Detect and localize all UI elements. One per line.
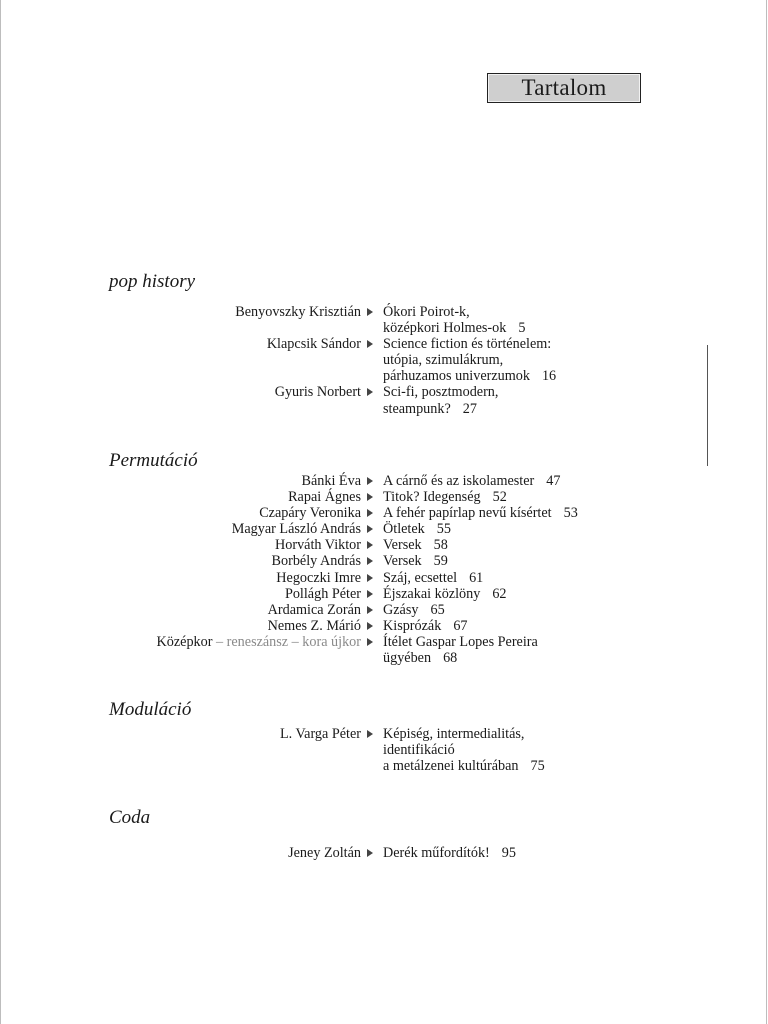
entry-page-number: 67	[453, 617, 468, 634]
triangle-right-icon	[367, 638, 373, 646]
triangle-right-icon	[367, 541, 373, 549]
entry-page-number: 55	[436, 521, 451, 538]
entry-title	[383, 586, 768, 602]
triangle-right-icon	[367, 590, 373, 598]
triangle-right-icon	[367, 493, 373, 501]
triangle-right-icon	[367, 574, 373, 582]
entry-author-name: Benyovszky Krisztián	[235, 304, 361, 320]
entry-title-line	[383, 521, 768, 537]
entry-author	[302, 473, 362, 489]
entry-title-line	[383, 634, 768, 650]
entry-title-line	[383, 473, 768, 489]
triangle-right-icon	[367, 477, 373, 485]
entry-author	[288, 489, 361, 505]
entry-title-text: Képiség, intermedialitás,	[383, 726, 525, 742]
entry-title	[383, 384, 768, 416]
entry-title-line	[383, 742, 768, 758]
triangle-right-icon	[367, 622, 373, 630]
entry-title-text: Gzásy	[383, 601, 419, 618]
entry-author	[280, 726, 361, 742]
entry-page-number: 5	[518, 320, 526, 337]
entry-author-name: Ardamica Zorán	[267, 601, 361, 618]
entry-title-line	[383, 336, 768, 352]
entry-author-name: Rapai Ágnes	[288, 489, 361, 506]
entry-title-text: Ókori Poirot-k,	[383, 304, 470, 320]
toc-entry	[1, 537, 768, 553]
entry-page-number: 95	[501, 845, 516, 861]
entry-author	[157, 634, 361, 650]
entry-author-name: L. Varga Péter	[279, 726, 361, 742]
entry-title	[383, 304, 768, 336]
toc-entry	[1, 634, 768, 666]
entry-page-number: 27	[462, 400, 477, 417]
entry-author-name: Klapcsik Sándor	[266, 336, 361, 353]
triangle-right-icon	[367, 308, 373, 316]
entry-author-name: Hegoczki Imre	[276, 569, 361, 586]
entry-title	[383, 553, 768, 569]
entry-title	[383, 521, 768, 537]
entry-page-number: 52	[492, 489, 507, 506]
entry-author-name: Czapáry Veronika	[259, 505, 361, 522]
toc-entry	[1, 505, 768, 521]
section-entries	[1, 473, 768, 666]
triangle-right-icon	[367, 340, 373, 348]
toc-entry	[1, 521, 768, 537]
entry-title-text: steampunk?	[383, 400, 451, 417]
section-entries	[1, 726, 768, 774]
entry-author-name: Nemes Z. Márió	[267, 617, 361, 634]
entry-title	[383, 505, 768, 521]
section-entries	[1, 845, 768, 861]
entry-title-text: Száj, ecsettel	[383, 569, 458, 586]
entry-title-text: Éjszakai közlöny	[383, 585, 481, 602]
entry-title-line	[383, 586, 768, 602]
entry-title-text: a metálzenei kultúrában	[383, 758, 519, 775]
entry-title	[383, 845, 768, 861]
entry-title-text: Science fiction és történelem:	[383, 336, 552, 353]
toc-entry	[1, 384, 768, 416]
entry-title-line	[383, 726, 768, 742]
entry-title-line	[383, 618, 768, 634]
entry-title-text: párhuzamos univerzumok	[383, 368, 530, 385]
entry-title-line	[383, 570, 768, 586]
entry-title	[383, 602, 768, 618]
toc-entry	[1, 726, 768, 774]
entry-title-line	[383, 320, 768, 336]
entry-title-text: A cárnő és az iskolamester	[383, 473, 535, 489]
section-entries	[1, 304, 768, 417]
entry-page-number: 75	[530, 758, 545, 775]
entry-title-text: utópia, szimulákrum,	[383, 352, 504, 369]
entry-title-text: Titok? Idegenség	[383, 489, 481, 506]
entry-author	[275, 384, 361, 400]
entry-author	[232, 521, 361, 537]
toc-entry	[1, 602, 768, 618]
entry-page-number: 58	[433, 537, 448, 554]
entry-title	[383, 473, 768, 489]
triangle-right-icon	[367, 606, 373, 614]
entry-title-line	[383, 553, 768, 569]
toc-entry	[1, 473, 768, 489]
entry-title-line	[383, 758, 768, 774]
toc-entry	[1, 618, 768, 634]
entry-title-line	[383, 368, 768, 384]
entry-author	[276, 570, 361, 586]
entry-title-text: Kisprózák	[383, 617, 442, 634]
page-title: Tartalom	[487, 73, 641, 103]
section-heading-permutacio: Permutáció	[109, 450, 198, 471]
entry-page-number: 65	[430, 601, 445, 618]
entry-title-line	[383, 845, 768, 861]
triangle-right-icon	[367, 557, 373, 565]
section-heading-modulacio: Moduláció	[109, 699, 192, 720]
entry-title	[383, 726, 768, 774]
triangle-right-icon	[367, 730, 373, 738]
entry-title	[383, 489, 768, 505]
entry-page-number: 68	[443, 650, 458, 667]
entry-title-text: Versek	[383, 553, 422, 570]
toc-entry	[1, 553, 768, 569]
entry-title-text: Sci-fi, posztmodern,	[383, 384, 499, 401]
entry-author	[268, 602, 361, 618]
entry-title-text: Derék műfordítók!	[383, 845, 490, 861]
triangle-right-icon	[367, 525, 373, 533]
entry-title	[383, 336, 768, 384]
entry-page-number: 53	[563, 505, 578, 522]
entry-author-name: Borbély András	[271, 553, 361, 570]
entry-author-name: Gyuris Norbert	[274, 384, 361, 401]
entry-title-text: Ítélet Gaspar Lopes Pereira	[383, 633, 538, 650]
entry-author	[275, 537, 361, 553]
entry-title	[383, 570, 768, 586]
entry-title-line	[383, 304, 768, 320]
toc-entry	[1, 489, 768, 505]
toc-entry	[1, 336, 768, 384]
entry-page-number: 47	[546, 473, 561, 489]
entry-title-line	[383, 505, 768, 521]
triangle-right-icon	[367, 849, 373, 857]
triangle-right-icon	[367, 509, 373, 517]
entry-page-number: 61	[469, 569, 484, 586]
entry-author	[288, 845, 361, 861]
toc-entry	[1, 586, 768, 602]
toc-entry	[1, 845, 768, 861]
entry-author-name: Középkor	[156, 633, 213, 650]
entry-title-text: ügyében	[383, 650, 432, 667]
entry-author	[235, 304, 361, 320]
entry-author	[259, 505, 361, 521]
entry-author-name: Bánki Éva	[301, 473, 361, 489]
entry-title-line	[383, 602, 768, 618]
section-heading-pop-history: pop history	[109, 271, 196, 292]
entry-author	[272, 553, 361, 569]
entry-title-text: identifikáció	[383, 742, 455, 759]
entry-title-line	[383, 401, 768, 417]
entry-author	[267, 336, 361, 352]
entry-title-line	[383, 537, 768, 553]
entry-author-name: Pollágh Péter	[284, 585, 361, 602]
entry-title-text: Versek	[383, 537, 422, 554]
section-heading-coda: Coda	[109, 807, 151, 828]
entry-title-line	[383, 650, 768, 666]
toc-entry	[1, 570, 768, 586]
entry-title-line	[383, 352, 768, 368]
entry-author-name: Magyar László András	[231, 521, 361, 538]
entry-author	[268, 618, 361, 634]
entry-author-name: Horváth Viktor	[275, 537, 361, 554]
entry-author-subtitle: – reneszánsz – kora újkor	[212, 633, 361, 650]
triangle-right-icon	[367, 388, 373, 396]
entry-title	[383, 634, 768, 666]
entry-author	[285, 586, 361, 602]
entry-author-name: Jeney Zoltán	[288, 845, 361, 861]
toc-entry	[1, 304, 768, 336]
entry-title-text: A fehér papírlap nevű kísértet	[383, 505, 552, 522]
entry-title-line	[383, 384, 768, 400]
entry-page-number: 59	[433, 553, 448, 570]
entry-title	[383, 537, 768, 553]
entry-page-number: 16	[541, 368, 557, 385]
entry-title	[383, 618, 768, 634]
entry-title-text: Ötletek	[383, 521, 425, 538]
entry-title-text: középkori Holmes-ok	[383, 320, 507, 337]
entry-page-number: 62	[492, 585, 507, 602]
entry-title-line	[383, 489, 768, 505]
